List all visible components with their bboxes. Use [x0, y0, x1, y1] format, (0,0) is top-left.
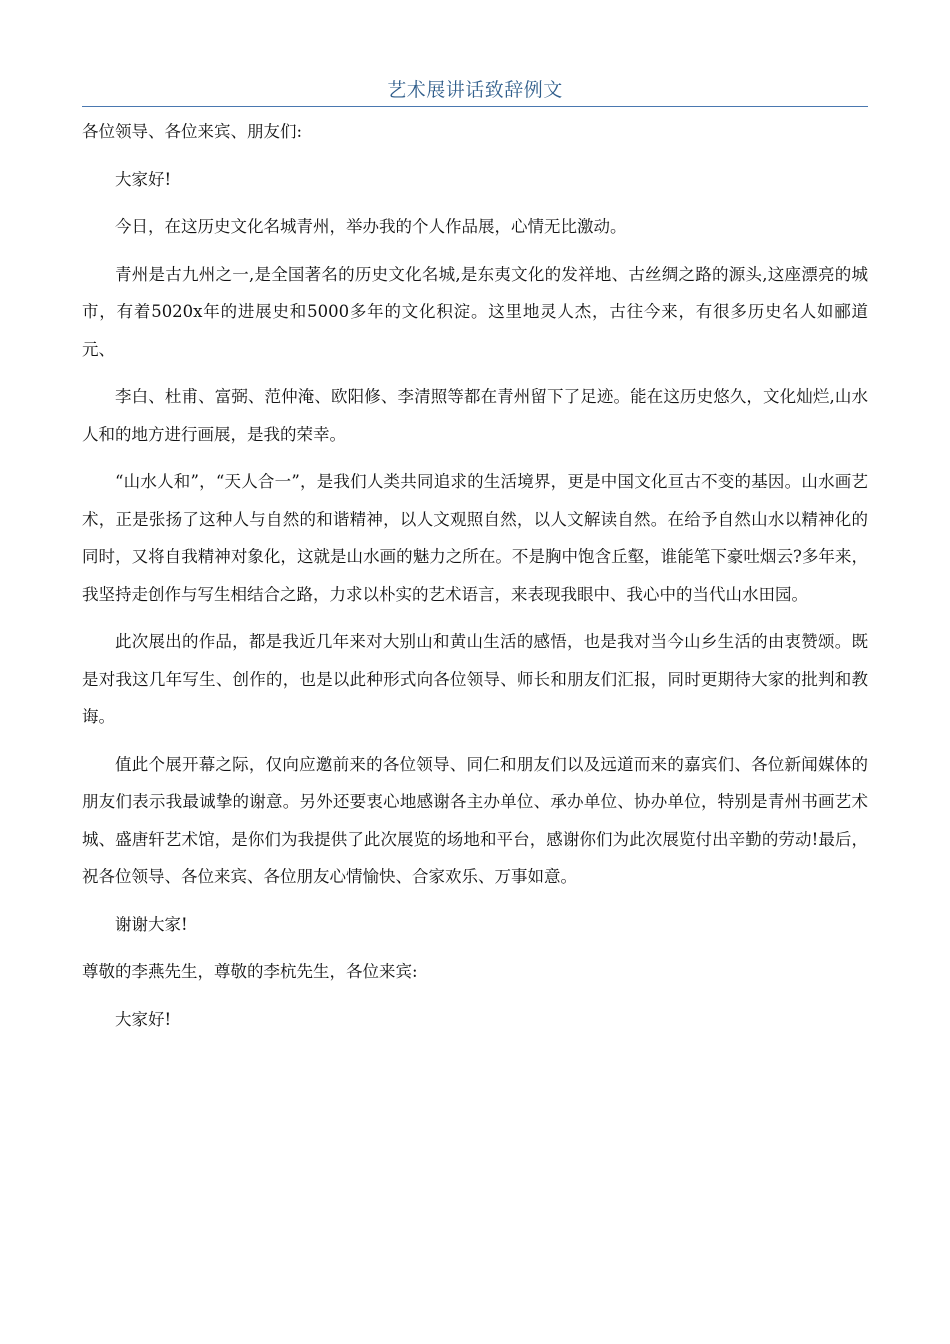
- paragraph-opening: 今日，在这历史文化名城青州，举办我的个人作品展，心情无比激动。: [115, 217, 627, 236]
- paragraph-second-greeting: 大家好!: [115, 1009, 172, 1029]
- paragraph-greeting: 大家好!: [115, 169, 172, 189]
- paragraph-exhibited-works: 此次展出的作品，都是我近几年来对大别山和黄山生活的感悟，也是我对当今山乡生活的由衷赞颂。既是对我这几年写生、创作的，也是以此种形式向各位领导、师长和朋友们汇报，同时更期待大家的批判和教诲。: [82, 632, 868, 726]
- paragraph-acknowledgements: 值此个展开幕之际，仅向应邀前来的各位领导、同仁和朋友们以及远道而来的嘉宾们、各位新闻媒体的朋友们表示我最诚挚的谢意。另外还要衷心地感谢各主办单位、承办单位、协办单位，特别是青州书画艺术城、盛唐轩艺术馆，是你们为我提供了此次展览的场地和平台，感谢你们为此次展览付出辛勤的劳动!最后，祝各位领导、各位来宾、各位朋友心情愉快、合家欢乐、万事如意。: [82, 754, 868, 886]
- paragraph-salutation: 各位领导、各位来宾、朋友们:: [82, 122, 303, 141]
- document-body: [82, 113, 868, 1038]
- document-page: [82, 74, 868, 1038]
- paragraph-historical-figures: 李白、杜甫、富弼、范仲淹、欧阳修、李清照等都在青州留下了足迹。能在这历史悠久，文化灿烂,山水人和的地方进行画展，是我的荣幸。: [82, 387, 868, 444]
- page-header-title: 艺术展讲话致辞例文: [82, 74, 868, 107]
- paragraph-thanks: 谢谢大家!: [115, 914, 188, 934]
- paragraph-qingzhou-history: 青州是古九州之一,是全国著名的历史文化名城,是东夷文化的发祥地、古丝绸之路的源头,这座漂亮的城市，有着5020x年的进展史和5000多年的文化积淀。这里地灵人杰，古往今来，有很多历史名人如郦道元、: [82, 264, 868, 359]
- paragraph-second-salutation: 尊敬的李燕先生，尊敬的李杭先生，各位来宾:: [82, 962, 418, 981]
- paragraph-landscape-art: “山水人和”，“天人合一”，是我们人类共同追求的生活境界，更是中国文化亘古不变的基因。山水画艺术，正是张扬了这种人与自然的和谐精神，以人文观照自然，以人文解读自然。在给予自然山水以精神化的同时，又将自我精神对象化，这就是山水画的魅力之所在。不是胸中饱含丘壑，谁能笔下豪吐烟云?多年来，我坚持走创作与写生相结合之路，力求以朴实的艺术语言，来表现我眼中、我心中的当代山水田园。: [82, 472, 868, 604]
